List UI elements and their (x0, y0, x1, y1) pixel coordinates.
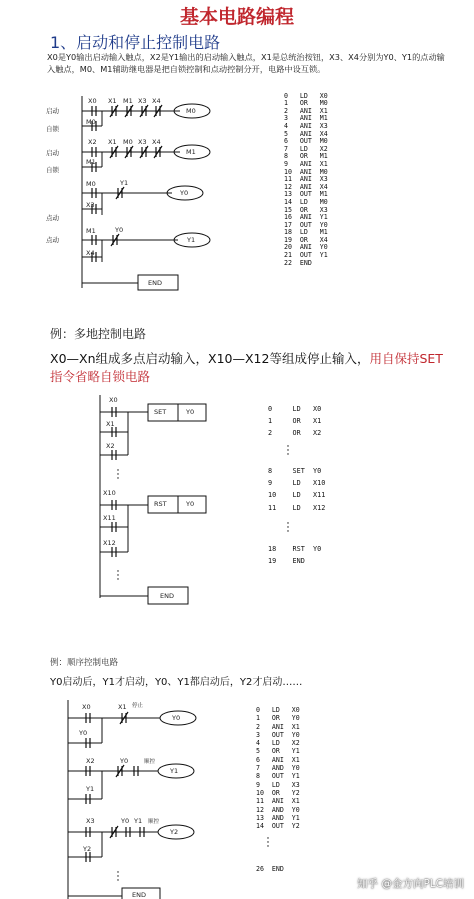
contact-label: M1 (123, 97, 133, 105)
code-line: 16 ANI Y1 (284, 213, 328, 222)
code-line: 5 OR Y1 (256, 747, 300, 756)
code-line: 13 AND Y1 (256, 813, 300, 822)
page-title: 基本电路编程 (179, 6, 294, 28)
note-label: 停止 (132, 703, 144, 709)
code-line: 3 ANI M1 (284, 114, 328, 123)
contact-label: X1 (108, 97, 117, 105)
contact-label: X10 (103, 489, 116, 497)
section3-label: 例：顺序控制电路 (50, 658, 119, 668)
contact-label: X3 (86, 817, 95, 825)
code-line: 4 LD X2 (256, 739, 300, 748)
code-line: 0 LD X0 (284, 91, 328, 100)
side-label: 点动 (46, 236, 59, 244)
note-label: 顺控 (144, 759, 156, 765)
contact-label: X1 (106, 420, 115, 428)
contact-label: Y1 (134, 817, 143, 825)
end-label: END (160, 592, 174, 600)
code-line: 9 LD X3 (256, 780, 300, 789)
code-line: 11 LD X12 (268, 503, 326, 512)
section1-heading: 1、启动和停止控制电路 (50, 33, 221, 52)
code-line: 8 SET Y0 (268, 467, 322, 475)
coil-label: Y1 (187, 236, 196, 244)
code-line: 14 LD M0 (284, 197, 328, 206)
code-line: 15 OR X3 (284, 205, 328, 214)
contact-label: X3 (138, 138, 147, 146)
code-line: 17 OUT Y0 (284, 220, 328, 229)
coil-label: Y0 (172, 714, 181, 722)
code-line: 8 OR M1 (284, 152, 328, 161)
contact-label: M1 (86, 227, 96, 235)
section2-label: 例：多地控制电路 (50, 327, 147, 341)
code-line: 0 LD X0 (256, 706, 300, 714)
code-line: 10 LD X11 (268, 491, 326, 500)
coil-label: Y2 (170, 828, 179, 836)
rst-instruction: RST (154, 500, 167, 508)
contact-label: X2 (106, 442, 115, 450)
set-target: Y0 (186, 408, 195, 416)
code-line: 12 AND Y0 (256, 805, 300, 814)
code-line: 22 END (284, 258, 312, 267)
rst-target: Y0 (186, 500, 195, 508)
contact-label: X0 (82, 703, 91, 711)
contact-label: Y0 (121, 817, 130, 825)
code-line: 11 ANI X1 (256, 797, 300, 806)
contact-label: X11 (103, 514, 116, 522)
code-line: 19 END (268, 557, 305, 566)
note-label: 顺控 (148, 819, 160, 825)
side-label: 启动 (46, 107, 59, 115)
side-label: 自锁 (46, 166, 59, 174)
contact-label: X3 (138, 97, 147, 105)
code-line: 18 LD M1 (284, 228, 328, 237)
side-label: 启动 (46, 149, 59, 157)
desc-highlight: 用自保持SET指令省略自锁电路 (50, 351, 443, 384)
code-line: 4 ANI X3 (284, 121, 328, 130)
code-line: 2 ANI X1 (256, 722, 300, 731)
watermark: 知乎 @金方向PLC培训 (357, 878, 464, 890)
code-line: 8 OUT Y1 (256, 772, 300, 781)
contact-label: X4 (152, 138, 161, 146)
code-line: 14 OUT Y2 (256, 822, 300, 831)
end-label: END (148, 279, 162, 287)
code-line: 0 LD X0 (268, 405, 322, 413)
contact-label: X3 (86, 201, 95, 209)
code-line: 13 OUT M1 (284, 190, 328, 199)
contact-label: X1 (118, 703, 127, 711)
program-listing-3-end: 26 END (256, 865, 284, 873)
contact-label: X1 (108, 138, 117, 146)
code-line: 7 LD X2 (284, 144, 328, 153)
contact-label: X2 (88, 138, 97, 146)
code-line: 19 OR X4 (284, 235, 328, 244)
section3-description: Y0启动后，Y1才启动，Y0、Y1都启动后，Y2才启动…… (50, 677, 303, 688)
set-instruction: SET (154, 408, 167, 416)
code-line: 3 OUT Y0 (256, 730, 300, 739)
contact-label: X4 (152, 97, 161, 105)
contact-label: M0 (86, 118, 96, 126)
side-label: 自锁 (46, 125, 59, 133)
coil-label: M0 (186, 107, 196, 115)
contact-label: X4 (86, 249, 95, 257)
program-listing-3 (256, 706, 300, 830)
code-line: 11 ANI X3 (284, 175, 328, 184)
contact-label: M1 (86, 158, 96, 166)
code-line: 1 OR M0 (284, 99, 328, 108)
side-label: 点动 (46, 214, 59, 222)
section1-paragraph: X0是Y0输出启动输入触点，X2是Y1输出的启动输入触点，X1是总统治按钮，X3、X4分别为Y0、Y1的点动输入触点，M0、M1辅助继电器是把自锁控制和点动控制分开，电路中设互锁。 (47, 52, 445, 74)
end-label: END (132, 891, 146, 899)
code-line: 20 ANI Y0 (284, 243, 328, 252)
contact-label: Y0 (120, 757, 129, 765)
code-line: 9 ANI X1 (284, 159, 328, 168)
desc-text: X0—Xn组成多点启动输入，X10—X12等组成停止输入， (50, 351, 370, 366)
contact-label: Y0 (115, 226, 124, 234)
contact-label: M0 (86, 180, 96, 188)
code-line: 18 RST Y0 (268, 545, 322, 553)
code-line: 2 ANI X1 (284, 106, 328, 115)
code-line: 7 AND Y0 (256, 764, 300, 773)
code-line: 1 OR Y0 (256, 714, 300, 723)
contact-label: Y1 (120, 179, 129, 187)
contact-label: X0 (88, 97, 97, 105)
code-line: 1 OR X1 (268, 417, 322, 426)
contact-label: Y0 (79, 729, 88, 737)
contact-label: M0 (123, 138, 133, 146)
contact-label: Y2 (83, 845, 92, 853)
code-line: 6 OUT M0 (284, 137, 328, 146)
contact-label: X12 (103, 539, 116, 547)
code-line: 10 OR Y2 (256, 788, 300, 797)
code-line: 5 ANI X4 (284, 129, 328, 138)
code-line: 6 ANI X1 (256, 755, 300, 764)
coil-label: Y1 (170, 767, 179, 775)
contact-label: X2 (86, 757, 95, 765)
code-line: 10 ANI M0 (284, 167, 328, 176)
code-line: 12 ANI X4 (284, 182, 328, 191)
coil-label: M1 (186, 148, 196, 156)
contact-label: X0 (109, 396, 118, 404)
code-line: 2 OR X2 (268, 429, 322, 438)
contact-label: Y1 (86, 785, 95, 793)
code-line: 9 LD X10 (268, 479, 326, 488)
code-line: 21 OUT Y1 (284, 251, 328, 260)
coil-label: Y0 (180, 189, 189, 197)
